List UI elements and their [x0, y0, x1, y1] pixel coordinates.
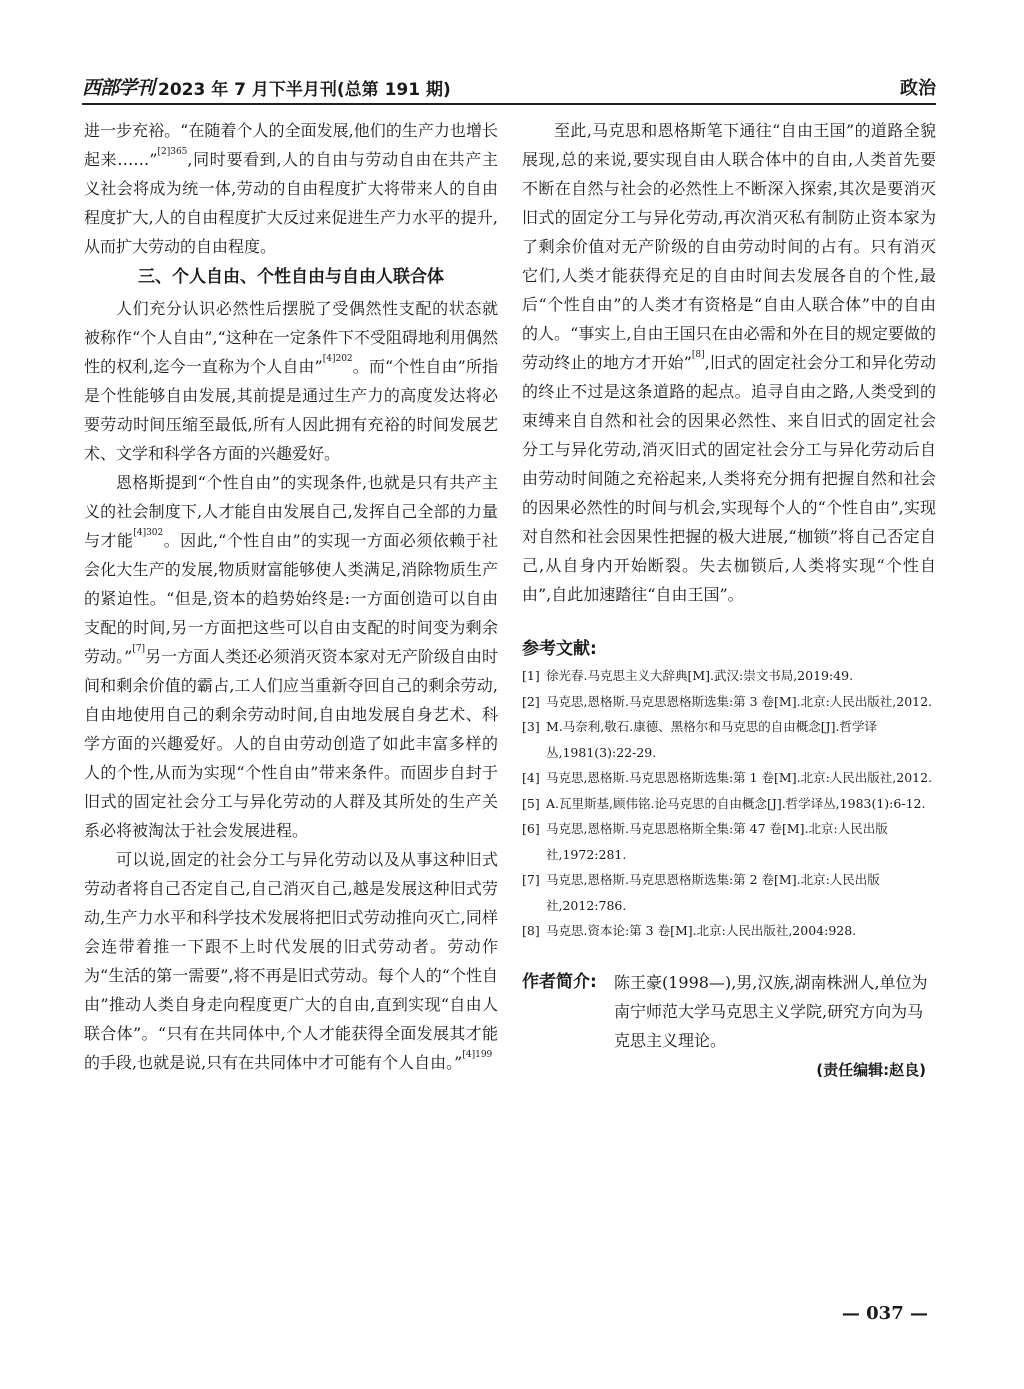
reference-item: [2] 马克思,恩格斯.马克思恩格斯选集:第 3 卷[M].北京:人民出版社,2012.: [522, 693, 933, 709]
paragraph: 人们充分认识必然性后摆脱了受偶然性支配的状态就被称作“个人自由”,“这种在一定条件下不受阻碍地利用偶然性的权利,迄今一直称为个人自由”$^{[4]202}$。而“个性自由”所指是个性能够自由发展,其前提是通过生产力的高度发达将必要劳动时间压缩至最低,所有人因此拥有充裕的时间发展艺术、文学和科学各方面的兴趣爱好。: [84, 299, 498, 463]
paragraph: 至此,马克思和恩格斯笔下通往“自由王国”的道路全貌展现,总的来说,要实现自由人联合体中的自由,人类首先要不断在自然与社会的必然性上不断深入探索,其次是要消灭旧式的固定分工与异化劳动,再次消灭私有制防止资本家为了剩余价值对无产阶级的自由劳动时间的占有。只有消灭它们,人类才能获得充足的自由时间去发展各自的个性,最后“个性自由”的人类才有资格是“自由人联合体”中的自由的人。“事实上,自由王国只在由必需和外在目的规定要做的劳动终止的地方才开始”[8],旧式的固定社会分工和异化劳动的终止不过是这条道路的起点。追寻自由之路,人类受到的束缚来自自然和社会的因果必然性、来自旧式的固定社会分工与异化劳动,消灭旧式的固定社会分工与异化劳动后自由劳动时间随之充裕起来,人类将充分拥有把握自然和社会的因果必然性的时间与机会,实现每个人的“个性自由”,实现对自然和社会因果性把握的极大进展,“枷锁”将自己否定自己,从自身内开始断裂。失去枷锁后,人类将实现“个性自由”,自此加速踏往“自由王国”。: [522, 121, 936, 604]
citation: [7]: [132, 644, 146, 654]
author-bio: [522, 968, 936, 1055]
citation: [4]202: [322, 354, 353, 364]
right-column: [522, 116, 936, 1085]
header-rule: [82, 103, 936, 105]
citation: [4]302: [133, 528, 164, 538]
reference-item: [8] 马克思.资本论:第 3 卷[M].北京:人民出版社,2004:928.: [522, 923, 857, 938]
reference-item: [1] 徐光春.马克思主义大辞典[M].武汉:崇文书局,2019:49.: [522, 668, 854, 683]
citation: [4]199: [462, 1050, 493, 1060]
journal-logo: 西部学刊: [82, 77, 155, 99]
references-list: [522, 663, 936, 944]
journal-title: [82, 73, 451, 100]
reference-item: [7] 马克思,恩格斯.马克思恩格斯选集:第 2 卷[M].北京:人民出版社,2012:786.: [522, 872, 880, 913]
author-label: 作者简介:: [522, 971, 597, 992]
paragraph: 可以说,固定的社会分工与异化劳动以及从事这种旧式劳动者将自己否定自己,自己消灭自己,越是发展这种旧式劳动,生产力水平和科学技术发展将把旧式劳动推向灭亡,同样会连带着推一下跟不上时代发展的旧式劳动者。劳动作为“生活的第一需要”,将不再是旧式劳动。每个人的“个性自由”推动人类自身走向程度更广大的自由,直到实现“自由人联合体”。“只有在共同体中,个人才能获得全面发展其才能的手段,也就是说,只有在共同体中才可能有个人自由。”$^{[4]199}$: [84, 850, 498, 1072]
running-header: [82, 72, 936, 100]
reference-item: [4] 马克思,恩格斯.马克思恩格斯选集:第 1 卷[M].北京:人民出版社,2012.: [522, 770, 933, 785]
reference-item: [5] A.瓦里斯基,顾伟铭.论马克思的自由概念[J].哲学译丛,1983(1):6-12.: [522, 795, 926, 811]
responsible-editor: (责任编辑:赵良): [816, 1060, 926, 1079]
paragraph: 进一步充裕。“在随着个人的全面发展,他们的生产力也增长起来……”$^{[2]365}$,同时要看到,人的自由与劳动自由在共产主义社会将成为统一体,劳动的自由程度扩大将带来人的自由程度扩大,人的自由程度扩大反过来促进生产力水平的提升,从而扩大劳动的自由程度。: [84, 121, 498, 256]
paragraph: 恩格斯提到“个性自由”的实现条件,也就是只有共产主义的社会制度下,人才能自由发展自己,发挥自己全部的力量与才能$^{[4]302}$。因此,“个性自由”的实现一方面必须依赖于社会化大生产的发展,物质财富能够使人类满足,消除物质生产的紧迫性。“但是,资本的趋势始终是:一方面创造可以自由支配的时间,另一方面把这些可以自由支配的时间变为剩余劳动。”[7]另一方面人类还必须消灭资本家对无产阶级自由时间和剩余价值的霸占,工人们应当重新夺回自己的剩余劳动,自由地使用自己的剩余劳动时间,自由地发展自身艺术、科学方面的兴趣爱好。人的自由劳动创造了如此丰富多样的人的个性,从而为实现“个性自由”带来条件。而固步自封于旧式的固定社会分工与异化劳动的人群及其所处的生产关系必将被淘汰于社会发展进程。: [84, 473, 498, 840]
issue-info: 2023 年 7 月下半月刊(总第 191 期): [158, 80, 451, 100]
section-heading: 三、个人自由、个性自由与自由人联合体: [138, 267, 444, 287]
citation: [2]365: [157, 147, 188, 157]
reference-item: [6] 马克思,恩格斯.马克思恩格斯全集:第 47 卷[M].北京:人民出版社,1972:281.: [522, 821, 888, 862]
author-text: 陈王豪(1998—),男,汉族,湖南株洲人,单位为南宁师范大学马克思主义学院,研究方向为马克思主义理论。: [614, 972, 928, 1050]
page-number: — 037 —: [841, 1303, 928, 1324]
citation: [8]: [691, 350, 705, 360]
references-title: 参考文献:: [522, 639, 597, 659]
section-name: 政治: [900, 78, 936, 99]
left-column: [84, 116, 498, 1077]
reference-item: [3] M.马奈利,敬石.康德、黑格尔和马克思的自由概念[J].哲学译丛,1981(3):22-29.: [522, 719, 877, 760]
